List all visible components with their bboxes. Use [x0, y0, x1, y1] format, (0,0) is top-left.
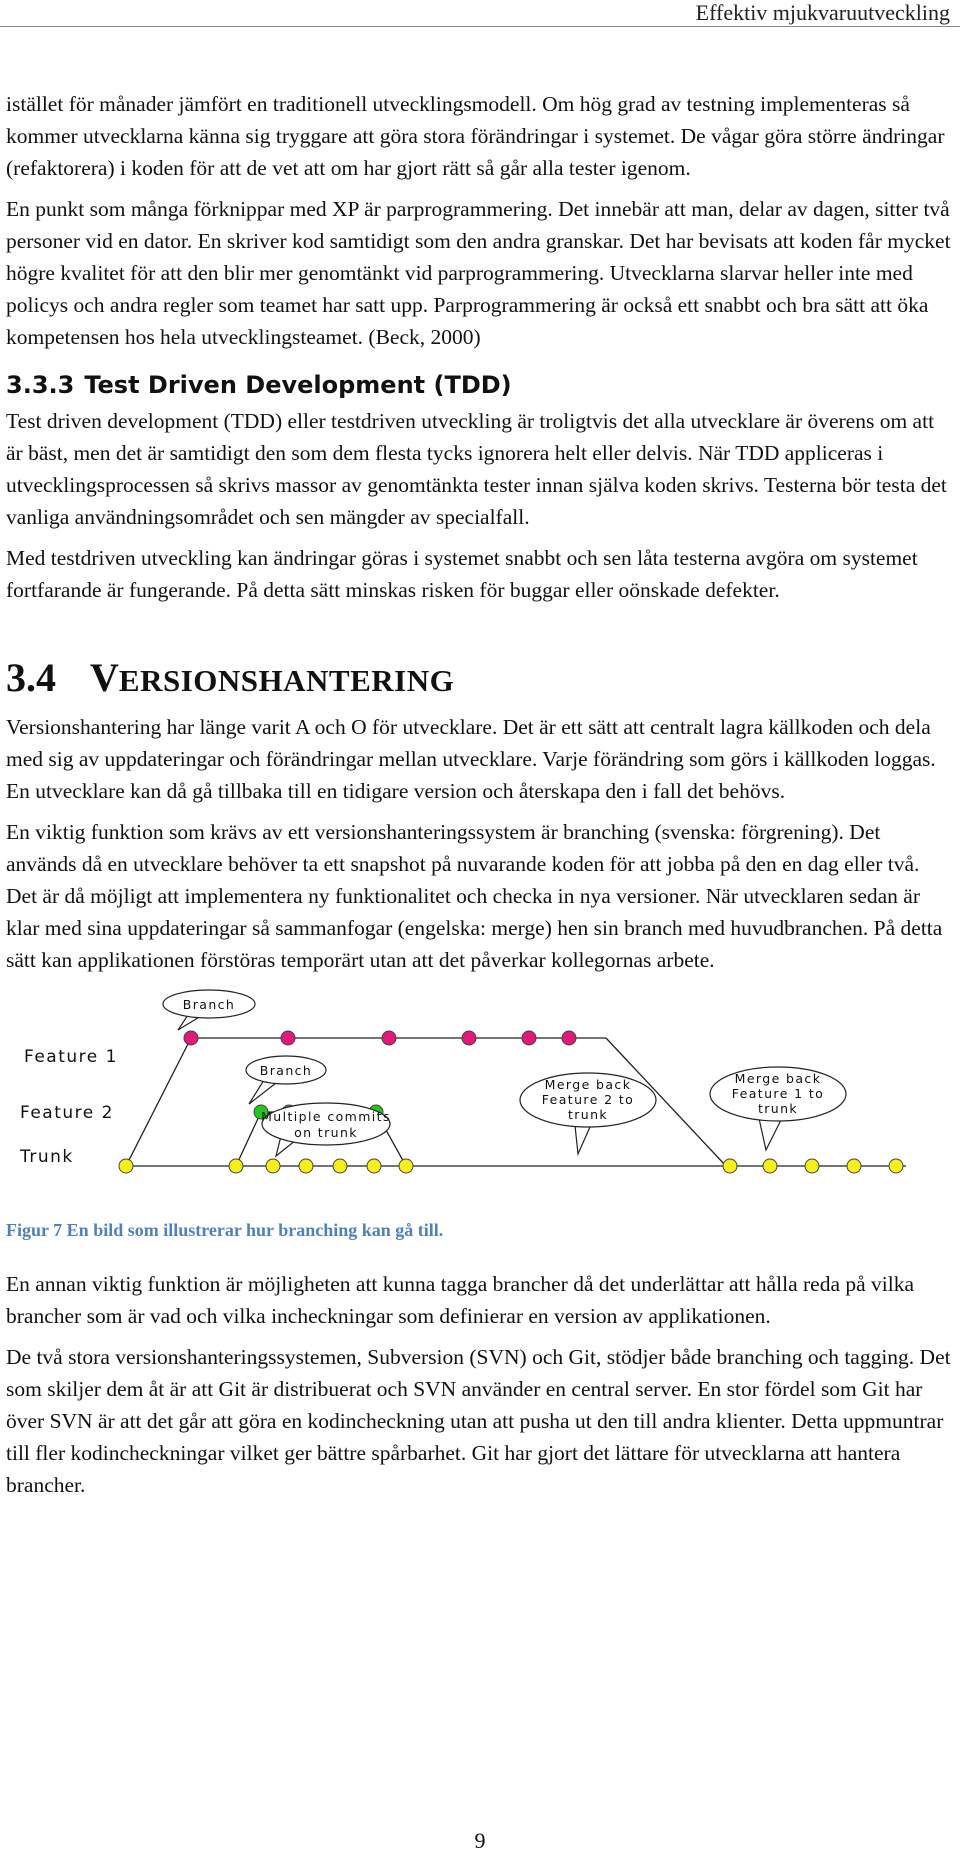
trunk-commit — [723, 1159, 737, 1173]
paragraph: Test driven development (TDD) eller testdriven utveckling är troligtvis det alla utvecklare är överens om att är bäst, men det är samtidigt den som dem flesta tycks ignorera helt eller delvis. När TDD appliceras i utvecklingsprocessen så skrivs massor av genomtänkta tester innan själva koden skrivs. Testerna bör testa det vanliga användningsområdet och sen mängder av specialfall. — [6, 409, 947, 529]
paragraph: De två stora versionshanteringssystemen, Subversion (SVN) och Git, stödjer både branching och tagging. Det som skiljer dem åt är att Git är distribuerat och SVN använder en central server. En stor fördel som Git har över SVN är att det går att göra en kodincheckning utan att pusha ut den till andra klienter. Detta uppmuntrar till fler kodincheckningar vilket ger bättre spårbarhet. Git har gjort det lättare för utvecklarna att hantera brancher. — [6, 1345, 951, 1497]
section-number: 3.3.3 — [6, 371, 75, 399]
section-heading-3-4 — [6, 652, 954, 707]
callout-merge-feature1 — [710, 1067, 846, 1150]
branching-diagram — [6, 986, 954, 1206]
feature2-label: Feature 2 — [20, 1103, 114, 1123]
callout-text: trunk — [567, 1107, 609, 1122]
callout-branch-1 — [163, 990, 255, 1030]
paragraph: istället för månader jämfört en traditionell utvecklingsmodell. Om hög grad av testning implementeras så kommer utvecklarna känna sig tryggare att göra stora förändringar i systemet. De vågar göra större ändringar (refaktorera) i koden för att de vet att om har gjort rätt så går alla tester igenom. — [6, 92, 945, 180]
section-title-initial: V — [90, 655, 119, 700]
feature1-commit — [382, 1031, 396, 1045]
header-rule — [0, 26, 960, 27]
callout-text: on trunk — [294, 1125, 358, 1140]
section-title: Test Driven Development (TDD) — [84, 371, 512, 399]
trunk-label: Trunk — [20, 1147, 74, 1167]
section-heading-3-3-3 — [6, 369, 954, 401]
trunk-commit — [805, 1159, 819, 1173]
trunk-commit — [266, 1159, 280, 1173]
paragraph: En viktig funktion som krävs av ett versionshanteringssystem är branching (svenska: förgrening). Det används då en utvecklare behöver ta ett snapshot på nuvarande koden för att jobba på den en dag eller två. Det är då möjligt att implementera ny funktionalitet och checka in nya versioner. När utvecklaren sedan är klar med sina uppdateringar så sammanfogar (engelska: merge) hen sin branch med huvudbranchen. På detta sätt kan applikationen förstöras temporärt utan att det påverkar kollegornas arbete. — [6, 820, 943, 972]
trunk-commit — [847, 1159, 861, 1173]
trunk-commit — [763, 1159, 777, 1173]
callout-text: trunk — [757, 1101, 799, 1116]
paragraph: Med testdriven utveckling kan ändringar göras i systemet snabbt och sen låta testerna avgöra om systemet fortfarande är fungerande. På detta sätt minskas risken för buggar eller oönskade defekter. — [6, 546, 918, 602]
trunk-commit — [229, 1159, 243, 1173]
callout-merge-feature2 — [520, 1073, 656, 1154]
running-header: Effektiv mjukvaruutveckling — [695, 0, 950, 25]
trunk-commit — [119, 1159, 133, 1173]
callout-text: Feature 1 to — [731, 1086, 825, 1101]
callout-text: Merge back — [544, 1077, 632, 1092]
callout-text: Branch — [259, 1063, 313, 1078]
callout-text: Multiple commits — [261, 1109, 391, 1124]
trunk-commit — [299, 1159, 313, 1173]
feature2-branch-line — [236, 1112, 261, 1166]
document-body — [6, 88, 954, 1510]
callout-text: Branch — [182, 997, 236, 1012]
trunk-commit — [333, 1159, 347, 1173]
callout-text: Feature 2 to — [541, 1092, 635, 1107]
trunk-commit — [889, 1159, 903, 1173]
page-number: 9 — [474, 1828, 486, 1853]
branching-figure — [6, 986, 954, 1206]
feature1-branch-line — [126, 1038, 191, 1166]
callout-multiple-commits — [261, 1103, 391, 1156]
paragraph: En annan viktig funktion är möjligheten att kunna tagga brancher då det underlättar att hålla reda på vilka brancher som är vad och vilka incheckningar som definierar en version av applikationen. — [6, 1272, 915, 1328]
feature1-commit — [184, 1031, 198, 1045]
feature1-commit — [462, 1031, 476, 1045]
feature1-label: Feature 1 — [24, 1047, 118, 1067]
section-number: 3.4 — [6, 655, 56, 700]
feature1-commit — [281, 1031, 295, 1045]
feature1-commit — [562, 1031, 576, 1045]
section-title-rest: ERSIONSHANTERING — [118, 663, 455, 698]
trunk-commit — [367, 1159, 381, 1173]
trunk-commit — [399, 1159, 413, 1173]
paragraph: Versionshantering har länge varit A och O för utvecklare. Det är ett sätt att centralt lagra källkoden och dela med sig av uppdateringar och förändringar mellan utvecklare. Varje förändring som görs i källkoden loggas. En utvecklare kan då gå tillbaka till en tidigare version och återskapa den i fall det behövs. — [6, 715, 936, 803]
paragraph: En punkt som många förknippar med XP är parprogrammering. Det innebär att man, delar av dagen, sitter två personer vid en dator. En skriver kod samtidigt som den andra granskar. Det har bevisats att koden får mycket högre kvalitet för att den blir mer genomtänkt vid parprogrammering. Utvecklarna slarvar heller inte med policys och andra regler som teamet har satt upp. Parprogrammering är också ett snabbt och bra sätt att öka kompetensen hos hela utvecklingsteamet. (Beck, 2000) — [6, 197, 951, 349]
feature1-commit — [522, 1031, 536, 1045]
figure-caption: Figur 7 En bild som illustrerar hur branching kan gå till. — [6, 1220, 444, 1240]
callout-text: Merge back — [734, 1071, 822, 1086]
callout-branch-2 — [246, 1056, 326, 1104]
